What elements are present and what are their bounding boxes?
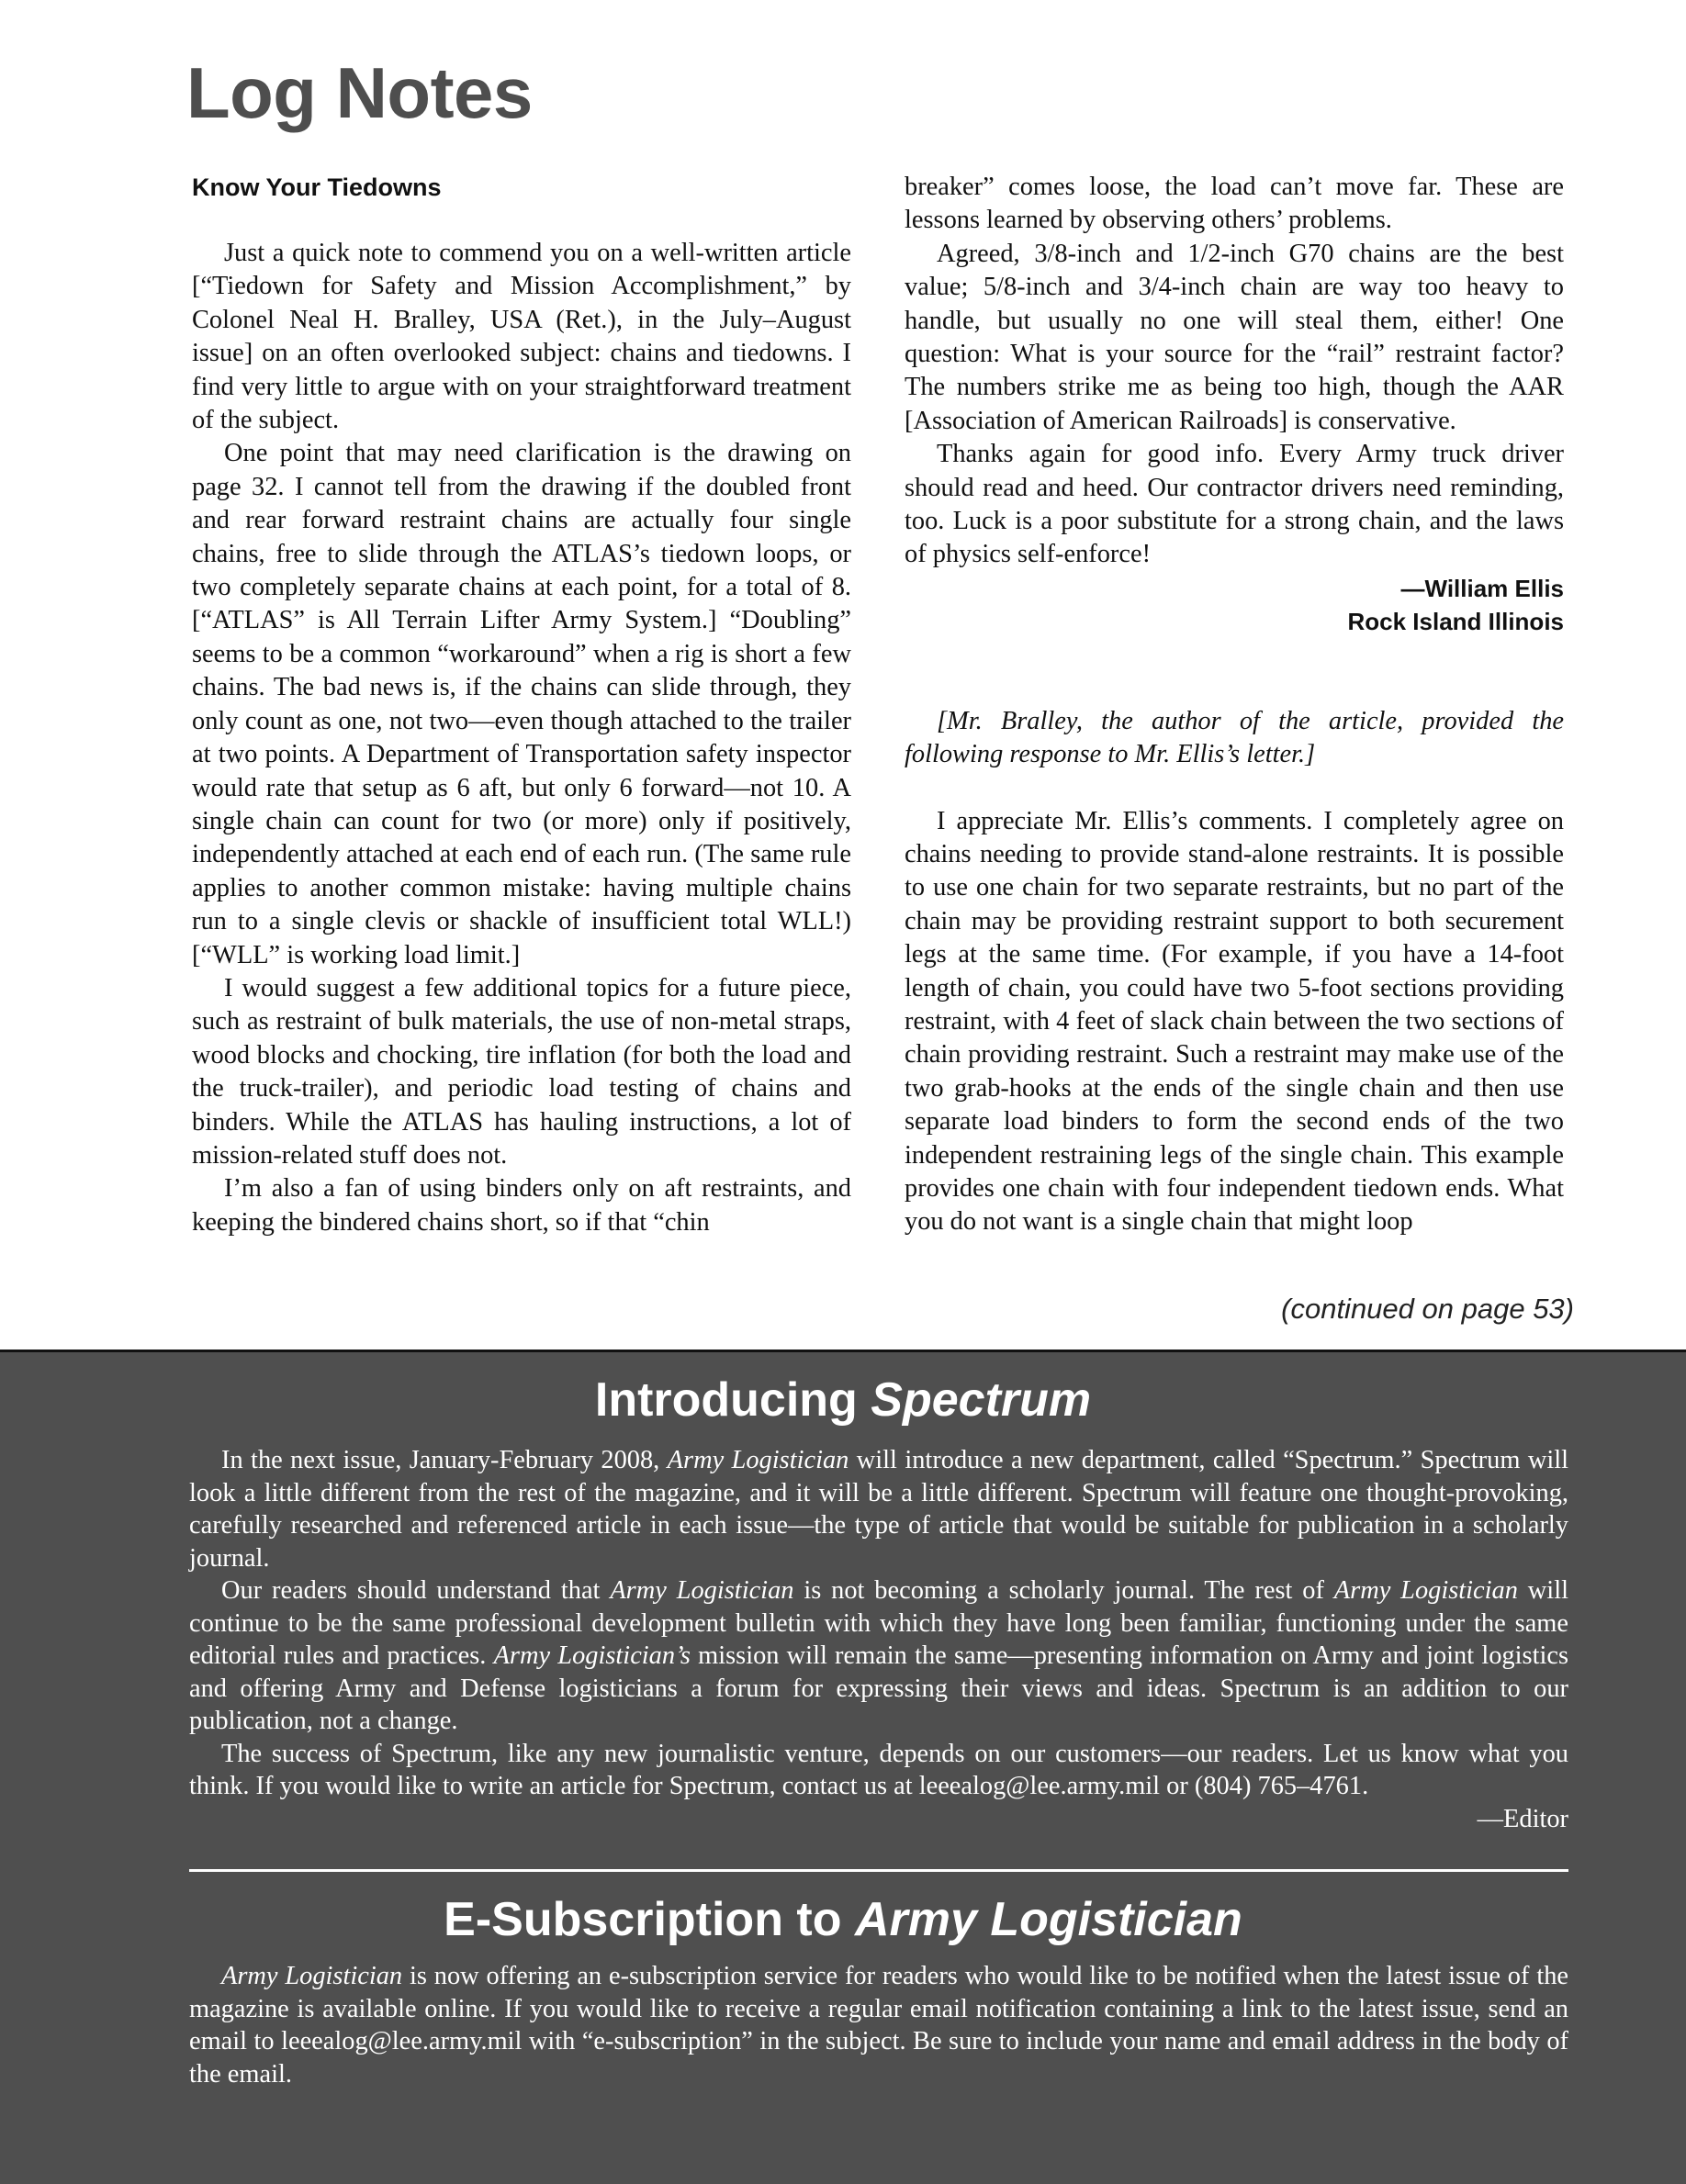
esub-title-em: Army Logistician <box>854 1893 1242 1946</box>
spectrum-title-prefix: Introducing <box>594 1373 871 1427</box>
spectrum-paragraph-2: Our readers should understand that Army Logistician is not becoming a scholarly journal. The rest of Army Logistician will continue to be the same professional development bulletin with which they have long been familiar, functioning under the same editorial rules and practices. Army Logistician’s mission will remain the same—presenting information on Army and joint logistics and offering Army and Defense logisticians a forum for expressing their views and ideas. Spectrum is an addition to our publication, not a change. <box>189 1576 1568 1735</box>
letter-paragraph: Agreed, 3/8-inch and 1/2-inch G70 chains are the best value; 5/8-inch and 3/4-inch chain are way too heavy to handle, but usually no one will steal them, either! One question: What is your source for the “rail” restraint factor? The numbers strike me as being too high, though the AAR [Association of American Railroads] is conservative. <box>905 239 1564 435</box>
letter-paragraph: I’m also a fan of using binders only on aft restraints, and keeping the bindered chains short, so if that “chin <box>192 1174 851 1237</box>
signature-location: Rock Island Illinois <box>1347 608 1564 636</box>
letter-paragraph: Thanks again for good info. Every Army truck driver should read and heed. Our contractor drivers need reminding, too. Luck is a poor substitute for a strong chain, and the laws of physics self-enforce! <box>905 440 1564 569</box>
esub-title-prefix: E-Subscription to <box>444 1893 855 1946</box>
esub-title <box>0 1892 1686 1947</box>
spectrum-title <box>0 1372 1686 1428</box>
letter-paragraph: I would suggest a few additional topics for a future piece, such as restraint of bulk materials, the use of non-metal straps, wood blocks and chocking, tire inflation (for both the load and the truck-trailer), and periodic load testing of chains and binders. While the ATLAS has hauling instructions, a lot of mission-related stuff does not. <box>192 973 851 1170</box>
spectrum-paragraph-3: The success of Spectrum, like any new journalistic venture, depends on our customers—our readers. Let us know what you think. If you would like to write an article for Spectrum, contact us at leeealog@lee.army.mil or (804) 765–4761. <box>189 1739 1568 1800</box>
author-response: I appreciate Mr. Ellis’s comments. I completely agree on chains needing to provide stand-alone restraints. It is possible to use one chain for two separate restraints, but no part of the chain may be providing restraint support to both securement legs at the same time. (For example, if you have a 14-foot length of chain, you could have two 5-foot sections providing restraint, with 4 feet of slack chain between the two sections of chain providing restraint. Such a restraint may make use of the two grab-hooks at the ends of the single chain and then use separate load binders to form the second ends of the two independent restraining legs of the single chain. This example provides one chain with four independent tiedown ends. What you do not want is a single chain that might loop <box>905 806 1564 1237</box>
section-divider <box>189 1869 1568 1872</box>
signature-name: —William Ellis <box>1400 574 1564 602</box>
esub-paragraph: Army Logistician is now offering an e-subscription service for readers who would like to be notified when the latest issue of the magazine is available online. If you would like to receive a regular email notification containing a link to the latest issue, send an email to leeealog@lee.army.mil with “e-subscription” in the subject. Be sure to include your name and email address in the body of the email. <box>189 1962 1568 2089</box>
letter-paragraph-continued: breaker” comes loose, the load can’t move far. These are lessons learned by observing others’ problems. <box>905 173 1564 235</box>
esub-body <box>189 1960 1568 2090</box>
letter-right-column <box>905 171 1564 1239</box>
letter-heading: Know Your Tiedowns <box>192 174 442 201</box>
letter-left-column <box>192 171 851 1239</box>
letter-paragraph: One point that may need clarification is the drawing on page 32. I cannot tell from the drawing if the doubled front and rear forward restraint chains are actually four single chains, free to slide through the ATLAS’s tiedown loops, or two completely separate chains at each point, for a total of 8. [“ATLAS” is All Terrain Lifter Army System.] “Doubling” seems to be a common “workaround” when a rig is short a few chains. The bad news is, if the chains can slide through, they only count as one, not two—even though attached to the trailer at two points. A Department of Transportation safety inspector would rate that setup as 6 aft, but only 6 forward—not 10. A single chain can count for two (or more) only if positively, independently attached at each end of each run. (The same rule applies to another common mistake: having multiple chains run to a single clevis or shackle of insufficient total WLL!) [“WLL” is working load limit.] <box>192 439 851 969</box>
continued-note: (continued on page 53) <box>1281 1293 1574 1325</box>
announcement-panel <box>0 1350 1686 2184</box>
spectrum-title-em: Spectrum <box>871 1373 1092 1427</box>
spectrum-signoff: —Editor <box>1477 1804 1568 1833</box>
spectrum-body <box>189 1444 1568 1835</box>
page-title: Log Notes <box>186 52 533 133</box>
editor-note: [Mr. Bralley, the author of the article, provided the following response to Mr. Ellis’s letter.] <box>905 706 1564 769</box>
letter-paragraph: Just a quick note to commend you on a well-written article [“Tiedown for Safety and Mission Accomplishment,” by Colonel Neal H. Bralley, USA (Ret.), in the July–August issue] on an often overlooked subject: chains and tiedowns. I find very little to argue with on your straightforward treatment of the subject. <box>192 239 851 435</box>
spectrum-paragraph-1: In the next issue, January-February 2008, Army Logistician will introduce a new department, called “Spectrum.” Spectrum will look a little different from the rest of the magazine, and it will be a little different. Spectrum will feature one thought-provoking, carefully researched and referenced article in each issue—the type of article that would be suitable for publication in a scholarly journal. <box>189 1446 1568 1573</box>
